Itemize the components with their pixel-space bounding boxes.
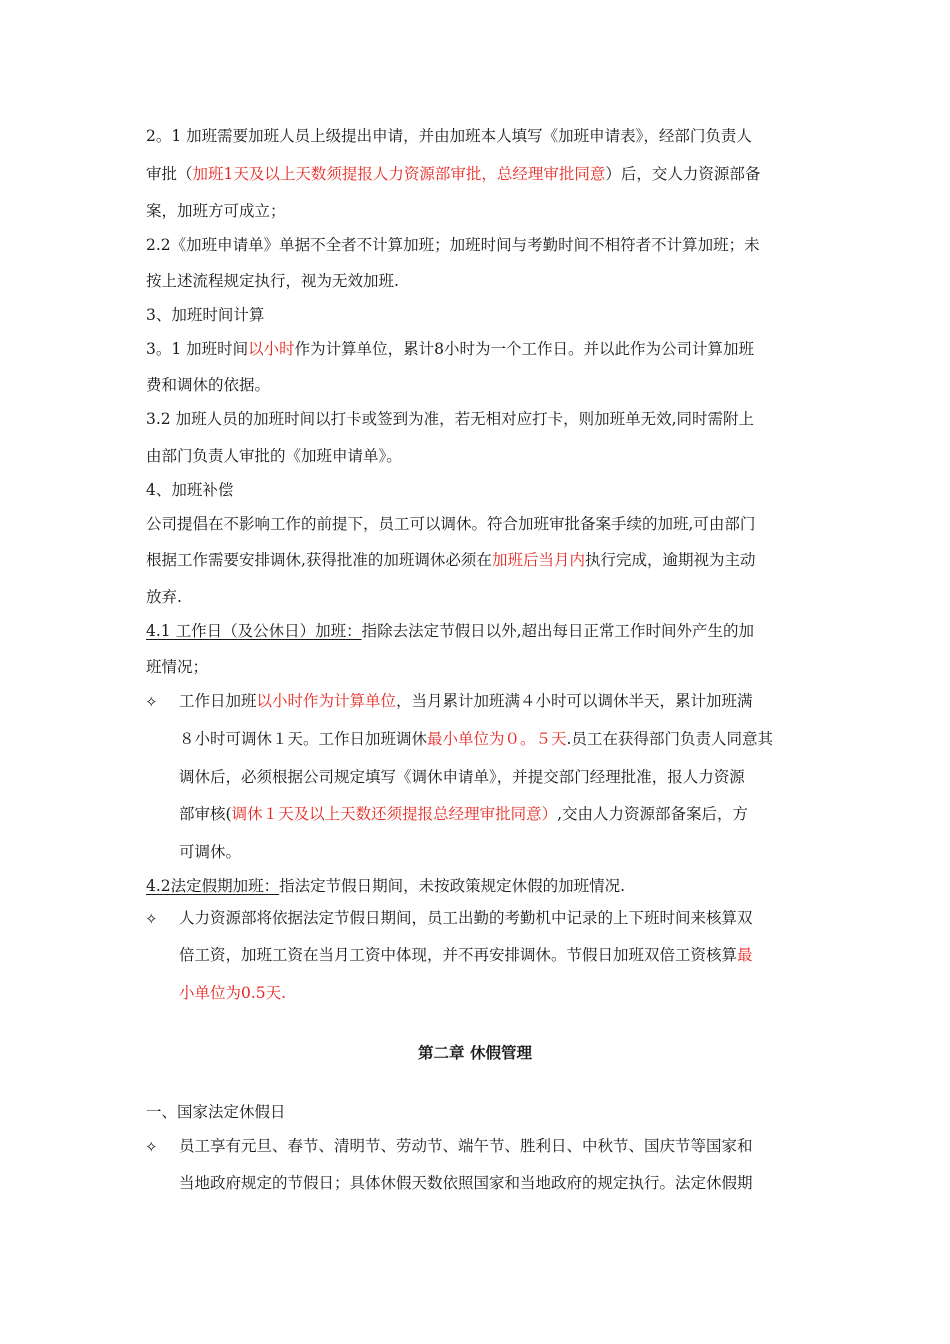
bullet-4-1-line-1: 工作日加班以小时作为计算单位，当月累计加班满４小时可以调休半天，累计加班满: [179, 692, 753, 710]
para-2-2-line-2: 按上述流程规定执行，视为无效加班.: [146, 272, 399, 290]
bullet-4-1-line-4: 部审核(调休１天及以上天数还须提报总经理审批同意）,交由人力资源部备案后，方: [179, 805, 749, 823]
para-3-2-line-1: 3.2 加班人员的加班时间以打卡或签到为准，若无相对应打卡，则加班单无效,同时需附上: [146, 410, 755, 428]
highlight-text: 加班后当月内: [491, 551, 585, 569]
para-3-2-line-2: 由部门负责人审批的《加班申请单》。: [146, 447, 402, 465]
highlight-text: 加班1天及以上天数须提报人力资源部审批，总经理审批同意: [192, 165, 606, 183]
para-2-1-line-3: 案，加班方可成立；: [146, 202, 286, 220]
heading-4: 4、加班补偿: [146, 481, 234, 499]
para-3-1-line-2: 费和调休的依据。: [146, 376, 271, 394]
bullet-4-2-line-1: 人力资源部将依据法定节假日期间，员工出勤的考勤机中记录的上下班时间来核算双: [179, 909, 753, 927]
underlined-heading: 4.1 工作日（及公休日）加班：: [146, 622, 362, 640]
bullet-holiday-line-2: 当地政府规定的节假日；具体休假天数依照国家和当地政府的规定执行。法定休假期: [179, 1174, 753, 1192]
para-4-1-line-2: 班情况；: [146, 658, 209, 676]
para-4-line-1: 公司提倡在不影响工作的前提下，员工可以调休。符合加班审批备案手续的加班,可由部门: [146, 515, 756, 533]
para-3-1-line-1: 3。1 加班时间以小时作为计算单位，累计8小时为一个工作日。并以此作为公司计算加班: [146, 340, 755, 358]
highlight-text: 最小单位为０。５天: [427, 730, 567, 748]
highlight-text: 最: [737, 946, 753, 964]
para-4-2-line-1: 4.2法定假期加班：指法定节假日期间，未按政策规定休假的加班情况.: [146, 877, 626, 895]
para-4-1-line-1: 4.1 工作日（及公休日）加班：指除去法定节假日以外,超出每日正常工作时间外产生的加: [146, 622, 755, 640]
bullet-diamond-icon: ✧: [145, 1138, 158, 1156]
bullet-4-1-line-2: ８小时可调休１天。工作日加班调休最小单位为０。５天.员工在获得部门负责人同意其: [179, 730, 773, 748]
para-2-2-line-1: 2.2《加班申请单》单据不全者不计算加班；加班时间与考勤时间不相符者不计算加班；未: [146, 236, 760, 254]
bullet-4-1-line-5: 可调休。: [179, 843, 242, 861]
bullet-holiday-line-1: 员工享有元旦、春节、清明节、劳动节、端午节、胜利日、中秋节、国庆节等国家和: [179, 1137, 753, 1155]
highlight-text: 调休１天及以上天数还须提报总经理审批同意）: [231, 805, 558, 823]
underlined-heading: 4.2法定假期加班：: [146, 877, 280, 895]
heading-3: 3、加班时间计算: [146, 306, 265, 324]
para-4-line-3: 放弃.: [146, 588, 182, 606]
chapter-title: 第二章 休假管理: [418, 1043, 532, 1062]
highlight-text: 小单位为0.5天.: [179, 984, 287, 1002]
bullet-4-2-line-2: 倍工资，加班工资在当月工资中体现，并不再安排调休。节假日加班双倍工资核算最: [179, 946, 753, 964]
bullet-diamond-icon: ✧: [145, 910, 158, 928]
bullet-diamond-icon: ✧: [145, 693, 158, 711]
para-2-1-line-2: 审批（加班1天及以上天数须提报人力资源部审批，总经理审批同意）后，交人力资源部备: [146, 165, 761, 183]
highlight-text: 以小时作为计算单位: [256, 692, 397, 710]
bullet-4-1-line-3: 调休后，必须根据公司规定填写《调休申请单》，并提交部门经理批准，报人力资源: [179, 768, 745, 786]
para-4-line-2: 根据工作需要安排调休,获得批准的加班调休必须在加班后当月内执行完成，逾期视为主动: [146, 551, 756, 569]
bullet-4-2-line-3: [179, 983, 809, 1003]
para-2-1-line-1: 2。1 加班需要加班人员上级提出申请，并由加班本人填写《加班申请表》，经部门负责人: [146, 127, 752, 145]
highlight-text: 以小时: [248, 340, 295, 358]
heading-holidays: 一、国家法定休假日: [146, 1103, 286, 1121]
